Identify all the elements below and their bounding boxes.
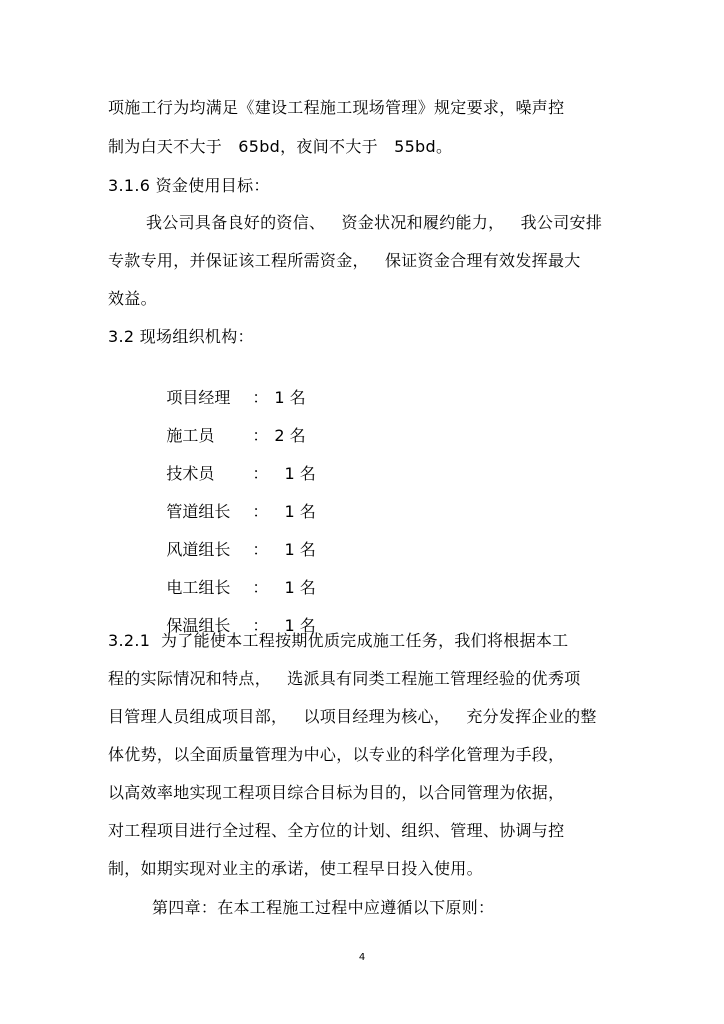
org-colon: ： <box>252 464 269 483</box>
org-colon: ： <box>252 426 269 445</box>
body-text-line: 效益。 <box>108 289 157 308</box>
body-text-line: 制为白天不大于 65bd，夜间不大于 55bd。 <box>108 137 453 156</box>
org-count: 1 名 <box>274 502 316 521</box>
org-count: 1 名 <box>274 464 316 483</box>
body-text-line: 项施工行为均满足《建设工程施工现场管理》规定要求，噪声控 <box>108 98 565 117</box>
body-text-line: 3.2.1 为了能使本工程按期优质完成施工任务，我们将根据本工 <box>108 631 569 650</box>
org-count: 1 名 <box>274 578 316 597</box>
page-number: 4 <box>358 952 366 963</box>
body-text-line: 体优势，以全面质量管理为中心，以专业的科学化管理为手段， <box>108 745 565 764</box>
org-colon: ： <box>252 388 269 407</box>
chapter-4-heading: 第四章：在本工程施工过程中应遵循以下原则： <box>152 898 495 917</box>
section-heading-3-2: 3.2 现场组织机构： <box>108 327 254 346</box>
org-count: 2 名 <box>274 426 306 445</box>
org-role: 电工组长 <box>166 578 231 597</box>
org-role: 保温组长 <box>166 616 231 635</box>
org-colon: ： <box>252 578 269 597</box>
org-role: 管道组长 <box>166 502 231 521</box>
org-colon: ： <box>252 540 269 559</box>
org-role: 施工员 <box>166 426 215 445</box>
org-role: 技术员 <box>166 464 215 483</box>
org-colon: ： <box>252 616 269 635</box>
body-text-line: 以高效率地实现工程项目综合目标为目的，以合同管理为依据， <box>108 783 565 802</box>
body-text-line: 我公司具备良好的资信、 资金状况和履约能力， 我公司安排 <box>146 213 603 232</box>
body-text-line: 目管理人员组成项目部， 以项目经理为核心， 充分发挥企业的整 <box>108 707 597 726</box>
org-count: 1 名 <box>274 616 316 635</box>
org-count: 1 名 <box>274 388 306 407</box>
body-text-line: 程的实际情况和特点， 选派具有同类工程施工管理经验的优秀项 <box>108 669 581 688</box>
body-text-line: 对工程项目进行全过程、全方位的计划、组织、管理、协调与控 <box>108 821 565 840</box>
org-role: 风道组长 <box>166 540 231 559</box>
org-count: 1 名 <box>274 540 316 559</box>
section-heading-3-1-6: 3.1.6 资金使用目标： <box>108 176 270 195</box>
org-role: 项目经理 <box>166 388 231 407</box>
body-text-line: 专款专用，并保证该工程所需资金， 保证资金合理有效发挥最大 <box>108 251 581 270</box>
org-colon: ： <box>252 502 269 521</box>
body-text-line: 制，如期实现对业主的承诺，使工程早日投入使用。 <box>108 859 483 878</box>
